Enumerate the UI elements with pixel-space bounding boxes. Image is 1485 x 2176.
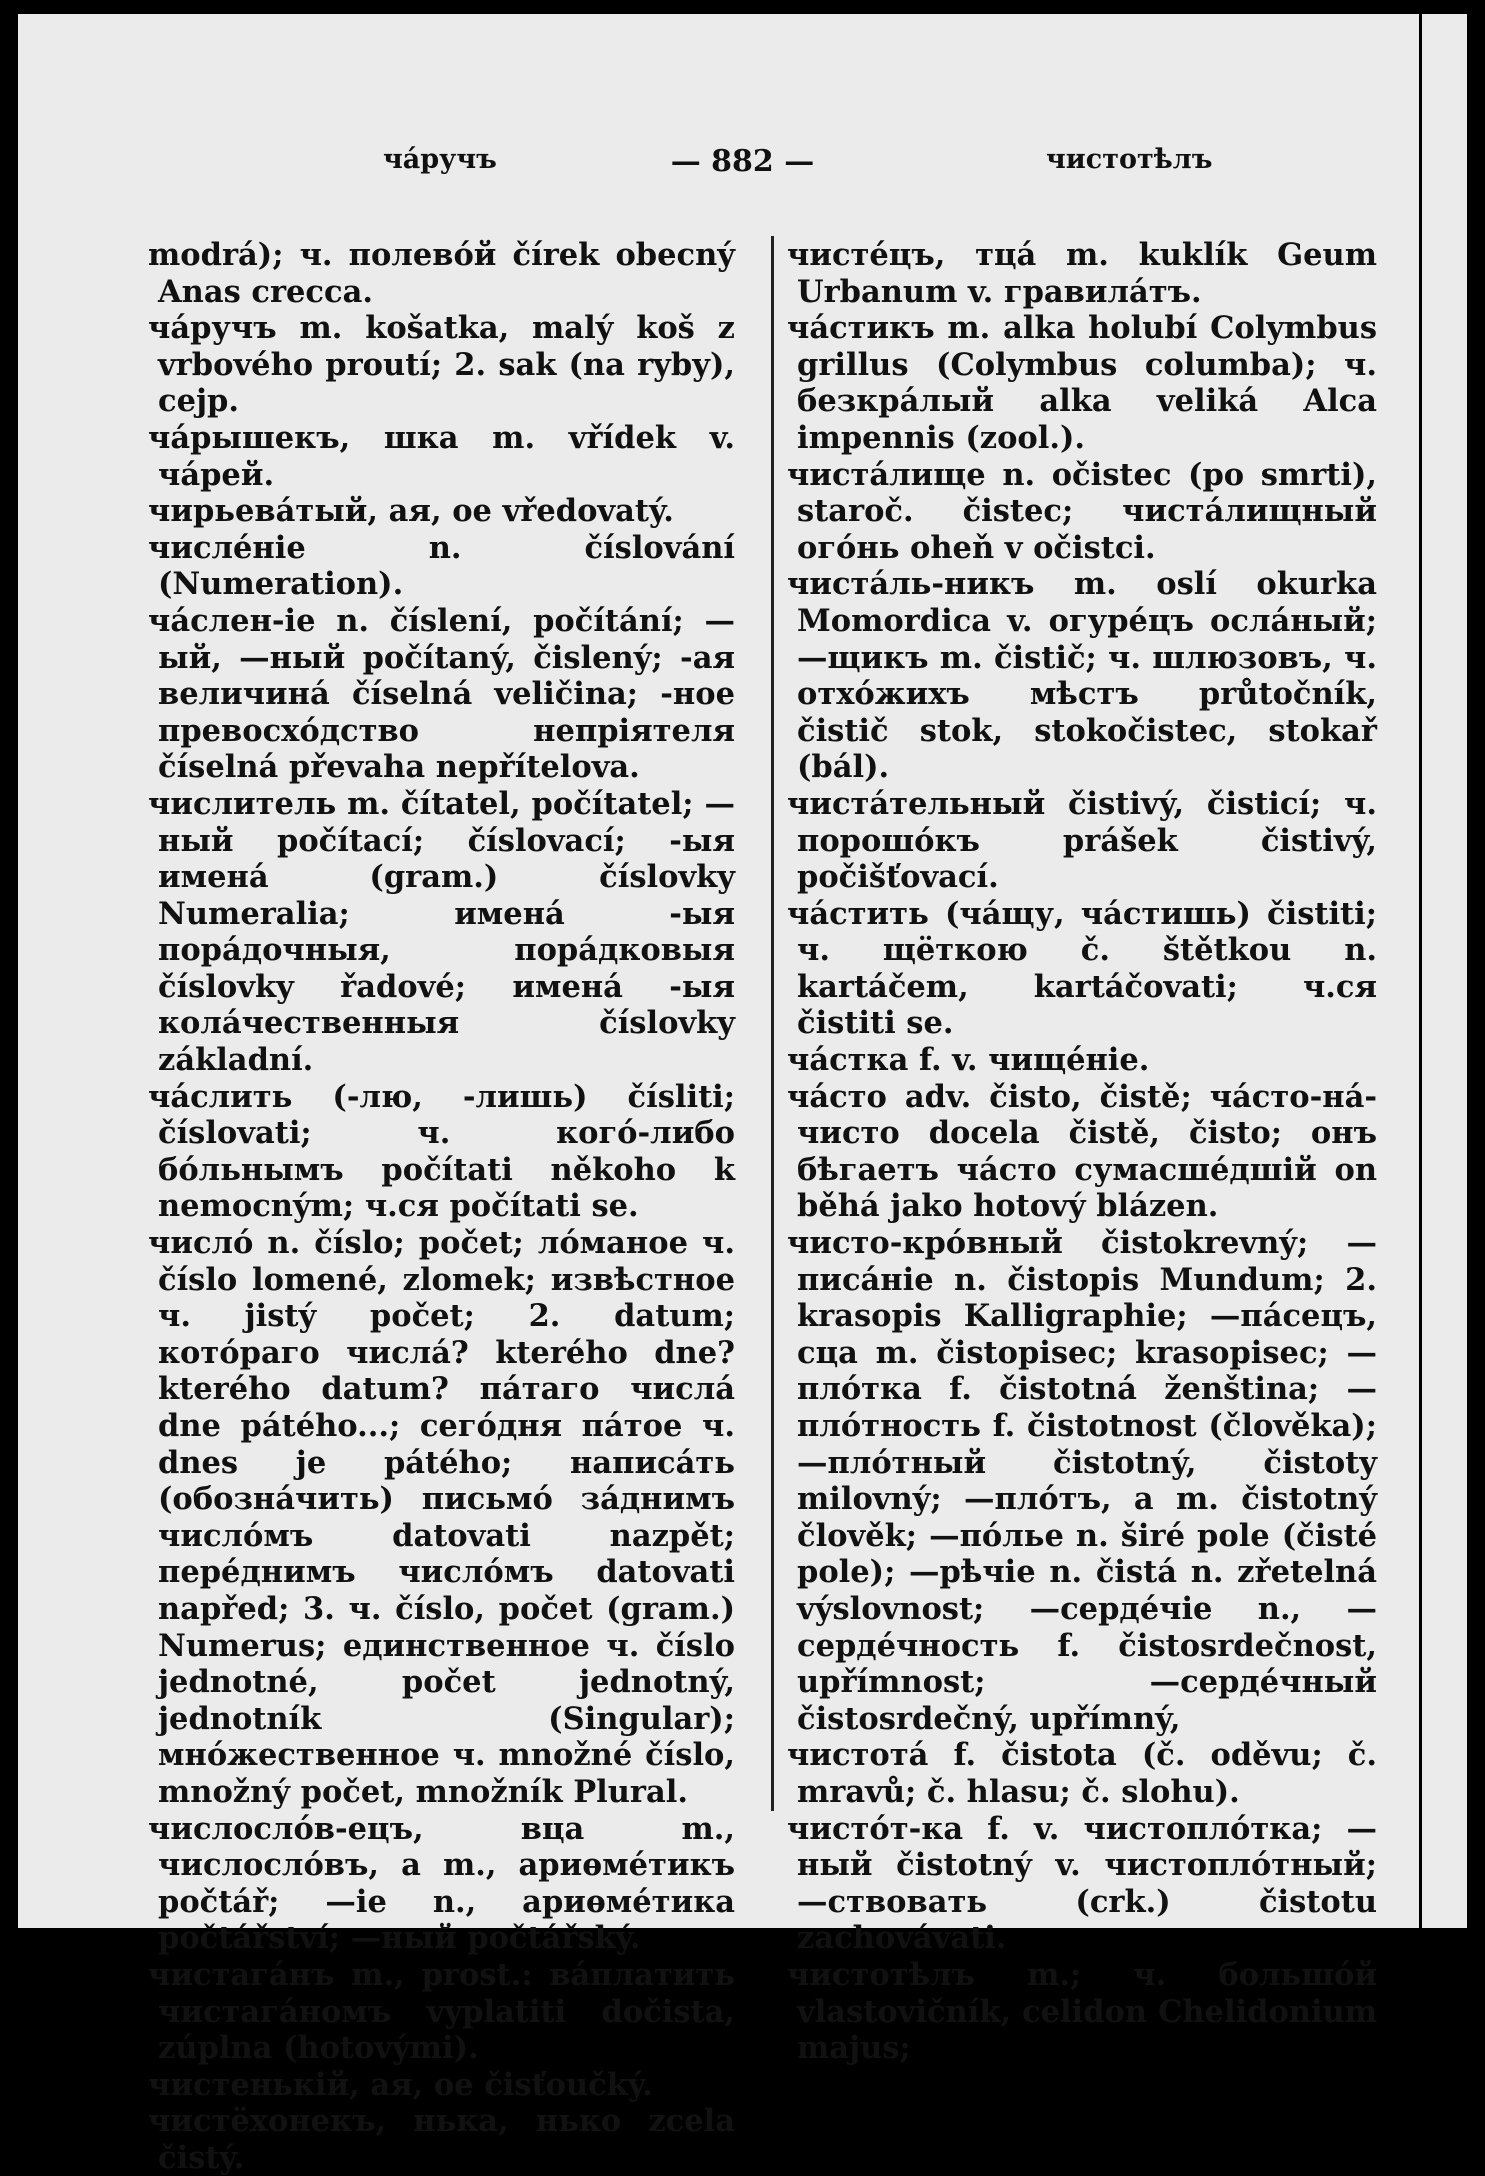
dictionary-entry: чистенькій, ая, ое čisťoučký. [148, 2066, 653, 2103]
dictionary-entry: чистóт-ка f. v. чистоплóтка; —ный čistotný v. чистоплóтный; —ствовать (crk.) čistotu zachovávati. [787, 1810, 1377, 1957]
dictionary-entry: modrá); ч. полевóй čírek obecný Anas crecca. [148, 237, 735, 310]
dictionary-entry: чистáтельный čistivý, čisticí; ч. порошóкъ prášek čistivý, počišťovací. [787, 785, 1377, 896]
dictionary-entry: чáстикъ m. alka holubí Colymbus grillus (Colymbus columba); ч. безкрáлый alka veliká Alca impennis (zool.). [787, 310, 1377, 456]
right-column [787, 237, 1377, 2067]
dictionary-entry: чáстка f. v. чищéніе. [787, 1042, 1150, 1079]
header-left-guideword: чáручъ [383, 144, 497, 175]
dictionary-entry: числéніе n. číslování (Numeration). [148, 529, 735, 603]
dictionary-entry: чáстить (чáщу, чáстишь) čistiti; ч. щёткою č. štětkou n. kartáčem, kartáčovati; ч.ся čistiti se. [787, 895, 1377, 1042]
dictionary-entry: чистотѣлъ m.; ч. большóй vlastovičník, celidon Chelidonium majus; [787, 1956, 1377, 2067]
page-header [18, 144, 1467, 194]
column-divider [771, 236, 774, 1811]
dictionary-entry: чирьевáтый, ая, ое vředovatý. [148, 493, 674, 530]
dictionary-entry: числослóв-ецъ, вца m., числослóвъ, а m., ариѳмéтикъ počtář; —іе n., ариѳмéтика počtářství; —ный počtářský. [148, 1810, 735, 1957]
dictionary-entry: числитель m. čítatel, počítatel; —ный počítací; číslovací; -ыя именá (gram.) číslovky Numeralia; именá -ыя порáдочныя, порáдковыя číslovky řadové; именá -ыя колáчественныя číslovky základní. [148, 785, 735, 1079]
dictionary-entry: чистотá f. čistota (č. oděvu; č. mravů; č. hlasu; č. slohu). [787, 1737, 1377, 1810]
page-edge [1419, 14, 1422, 1928]
dictionary-entry: чисто-крóвный čistokrevný; —писáніе n. čistopis Mundum; 2. krasopis Kalligraphie; —пáсецъ, сца m. čistopisec; krasopisec; —плóтка f. čistotná ženština; —плóтность f. čistotnost (člověka); —плóтный čistotný, čistoty milovný; —плóтъ, а m. čistotný člověk; —пóлье n. širé pole (čisté pole); —рѣчіе n. čistá n. zřetelná výslovnost; —сердéчіе n., —сердéчность f. čistosrdečnost, upřímnost; —сердéчный čistosrdečný, upřímný, [787, 1225, 1377, 1737]
dictionary-entry: чистёхонекъ, нька, нько zcela čistý. [148, 2103, 735, 2176]
dictionary-page [18, 14, 1467, 2176]
page-number: — 882 — [670, 144, 815, 179]
dictionary-entry: чáсто adv. čisto, čistě; чáсто-нá-чисто docela čistě, čisto; онъ бѣгаетъ чáсто сумасшéдшій on běhá jako hotový blázen. [787, 1078, 1377, 1225]
header-right-guideword: чистотѣлъ [1046, 144, 1213, 175]
left-column [148, 237, 735, 2176]
dictionary-entry: чáслен-іе n. číslení, počítání; —ый, —ный počítaný, čislený; -ая величинá číselná veličina; -ное превосхóдство непріятеля číselná převaha nepřítelova. [148, 602, 735, 786]
dictionary-entry: чистагáнъ m., prost.: вáплатить чистагáномъ vyplatiti dočista, zúplna (hotovými). [148, 1956, 735, 2067]
dictionary-entry: чáручъ m. košatka, malý koš z vrbového proutí; 2. sak (na ryby), cejp. [148, 310, 735, 420]
dictionary-entry: чáслить (-лю, -лишь) čísliti; číslovati; ч. когó-либо бóльнымъ počítati někoho k nemocným; ч.ся počítati se. [148, 1078, 735, 1225]
dictionary-entry: числó n. číslo; počet; лóманое ч. číslo lomené, zlomek; извѣстное ч. jistý počet; 2. datum; котóраго числá? kterého dne? kterého datum? пáтаго числá dne pátého...; сегóдня пáтое ч. dnes je pátého; написáть (обознáчить) письмó зáднимъ числóмъ datovati nazpět; перéднимъ числóмъ datovati napřed; 3. ч. číslo, počet (gram.) Numerus; единственное ч. číslo jednotné, počet jednotný, jednotník (Singular); мнóжественное ч. množné číslo, množný počet, množník Plural. [148, 1225, 735, 1810]
dictionary-entry: чáрышекъ, шка m. vřídek v. чáрей. [148, 419, 735, 493]
dictionary-entry: чистéцъ, тцá m. kuklík Geum Urbanum v. гравилáтъ. [787, 237, 1377, 310]
dictionary-entry: чистáль-никъ m. oslí okurka Momordica v. огурéцъ ослáный; —щикъ m. čistič; ч. шлюзовъ, ч. отхóжихъ мѣстъ průtočník, čistič stok, stokočistec, stokař (bál). [787, 566, 1377, 786]
dictionary-entry: чистáлище n. očistec (po smrti), staroč. čistec; чистáлищный огóнь oheň v očistci. [787, 456, 1377, 566]
